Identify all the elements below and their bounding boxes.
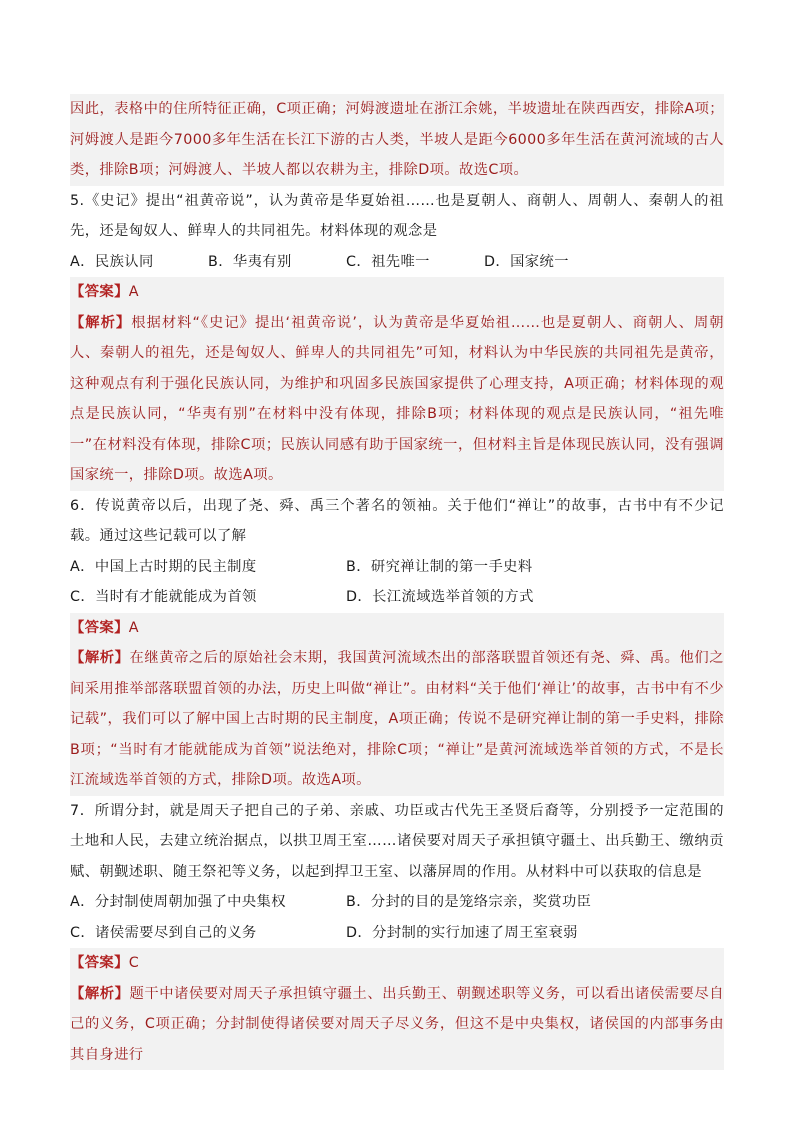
question-6-stem: 6．传说黄帝以后，出现了尧、舜、禹三个著名的领袖。关于他们“禅让”的故事，古书中有不少记载。通过这些记载可以了解 <box>70 497 724 544</box>
option-a: A．民族认同 <box>70 253 154 270</box>
analysis-label: 【解析】 <box>70 650 130 666</box>
question-7-options-row1 <box>70 887 724 918</box>
analysis-text: 根据材料“《史记》提出‘祖黄帝说’，认为黄帝是华夏始祖……也是夏朝人、商朝人、周朝人、秦朝人的祖先，还是匈奴人、鲜卑人的共同祖先”可知，材料认为中华民族的共同祖先是黄帝，这种观点有利于强化民族认同，为维护和巩固多民族国家提供了心理支持，A项正确；材料体现的观点是民族认同，“华夷有别”在材料中没有体现，排除B项；材料体现的观点是民族认同，“祖先唯一”在材料没有体现，排除C项；民族认同感有助于国家统一，但材料主旨是体现民族认同，没有强调国家统一，排除D项。故选A项。 <box>70 314 724 483</box>
answer-label: 【答案】 <box>70 284 129 300</box>
answer-value: A <box>128 284 139 300</box>
analysis-block-q4 <box>70 94 724 186</box>
answer-block-q7 <box>70 948 724 979</box>
option-d: D．长江流域选举首领的方式 <box>346 589 534 605</box>
option-c: C．诸侯需要尽到自己的义务 <box>70 924 257 941</box>
option-b: B．华夷有别 <box>208 253 292 270</box>
analysis-text: 因此，表格中的住所特征正确，C项正确；河姆渡遗址在浙江余姚，半坡遗址在陕西西安，排除A项；河姆渡人是距今7000多年生活在长江下游的古人类，半坡人是距今6000多年生活在黄河流域的古人类，排除B项；河姆渡人、半坡人都以农耕为主，排除D项。故选C项。 <box>70 101 724 178</box>
analysis-text: 在继黄帝之后的原始社会末期，我国黄河流域杰出的部落联盟首领还有尧、舜、禹。他们之间采用推举部落联盟首领的办法，历史上叫做“禅让”。由材料“关于他们‘禅让’的故事，古书中有不少记载”，我们可以了解中国上古时期的民主制度，A项正确；传说不是研究禅让制的第一手史料，排除B项；“当时有才能就能成为首领”说法绝对，排除C项；“禅让”是黄河流域选举首领的方式，不是长江流域选举首领的方式，排除D项。故选A项。 <box>70 650 724 788</box>
option-b: B．分封的目的是笼络宗亲，奖赏功臣 <box>346 894 592 910</box>
option-a: A．分封制使周朝加强了中央集权 <box>70 894 286 910</box>
analysis-block-q6 <box>70 643 724 796</box>
answer-value: A <box>128 619 139 636</box>
option-c: C．当时有才能就能成为首领 <box>70 589 257 605</box>
question-6-options-row2 <box>70 582 724 613</box>
question-7-options-row2 <box>70 918 724 949</box>
document-page <box>70 94 724 1070</box>
analysis-label: 【解析】 <box>70 314 132 331</box>
answer-block-q6 <box>70 613 724 644</box>
question-6-options-row1 <box>70 552 724 583</box>
question-5-stem: 5.《史记》提出“祖黄帝说”，认为黄帝是华夏始祖……也是夏朝人、商朝人、周朝人、秦朝人的祖先，还是匈奴人、鲜卑人的共同祖先。材料体现的观念是 <box>70 192 724 239</box>
answer-value: C <box>128 955 140 971</box>
option-c: C．祖先唯一 <box>346 253 430 270</box>
question-7-stem: 7．所谓分封，就是周天子把自己的子弟、亲戚、功臣或古代先王圣贤后裔等，分别授予一定范围的土地和人民，去建立统治据点，以拱卫周王室……诸侯要对周天子承担镇守疆土、出兵勤王、缴纳贡赋、朝觐述职、随王祭祀等义务，以起到捍卫王室、以藩屏周的作用。从材料中可以获取的信息是 <box>70 802 724 880</box>
analysis-block-q5 <box>70 308 724 491</box>
option-d: D．分封制的实行加速了周王室衰弱 <box>346 924 578 941</box>
answer-label: 【答案】 <box>70 955 129 971</box>
analysis-block-q7 <box>70 979 724 1071</box>
question-5-options <box>70 247 724 278</box>
analysis-text: 题干中诸侯要对周天子承担镇守疆土、出兵勤王、朝觐述职等义务，可以看出诸侯需要尽自己的义务，C项正确；分封制使得诸侯要对周天子尽义务，但这不是中央集权，诸侯国的内部事务由其自身进行 <box>70 985 724 1063</box>
option-d: D．国家统一 <box>484 253 569 270</box>
option-b: B．研究禅让制的第一手史料 <box>346 558 533 575</box>
answer-block-q5 <box>70 277 724 308</box>
option-a: A．中国上古时期的民主制度 <box>70 558 257 575</box>
answer-label: 【答案】 <box>70 619 129 636</box>
analysis-label: 【解析】 <box>70 985 130 1002</box>
